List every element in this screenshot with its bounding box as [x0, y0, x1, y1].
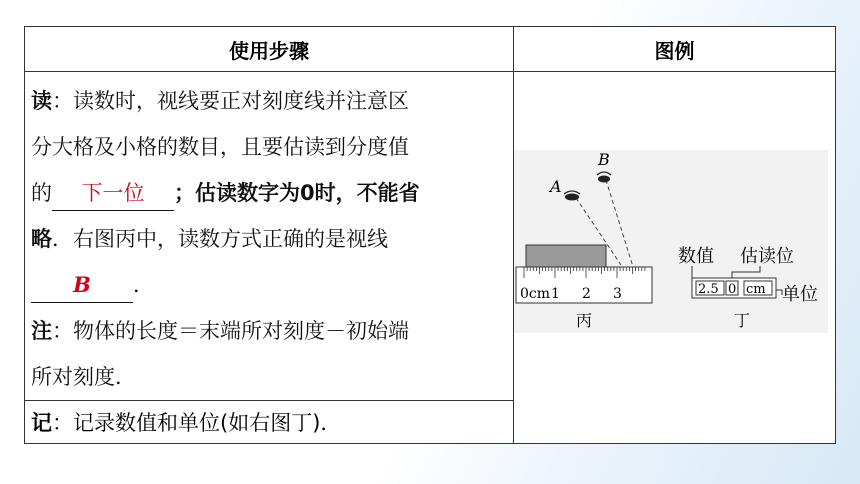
read-line-2: 分大格及小格的数目，且要估读到分度值	[31, 135, 409, 159]
eye-b-label: B	[598, 150, 610, 169]
record-cell: 记：记录数值和单位(如右图丁)．	[25, 401, 514, 444]
figure-svg	[514, 150, 828, 333]
read-line-1: 读：读数时，视线要正对刻度线并注意区	[31, 89, 409, 113]
eye-a-icon	[564, 191, 580, 201]
measured-object	[526, 245, 606, 267]
read-note-cell	[25, 72, 514, 401]
reading-digits: 2.5	[698, 282, 719, 297]
caption-bing: 丙	[576, 311, 593, 330]
label-estimate: 估读位	[740, 246, 794, 267]
header-steps: 使用步骤	[25, 27, 514, 72]
read-label: 读	[31, 89, 52, 113]
reading-unit: cm	[746, 282, 766, 297]
tick-label-3: 3	[613, 286, 622, 302]
answer-blank-2: B	[31, 268, 133, 303]
read-line-3: 的 下一位 ；估读数字为0时，不能省	[31, 170, 505, 216]
read-line-4: 略．右图丙中，读数方式正确的是视线	[31, 227, 388, 251]
tick-label-2: 2	[582, 286, 591, 302]
answer-blank-1: 下一位	[52, 176, 174, 211]
measurement-figure	[514, 150, 828, 333]
read-line-5: B ．	[31, 262, 505, 308]
eye-a-label: A	[550, 177, 562, 196]
label-unit: 单位	[782, 284, 818, 305]
note-label: 注	[31, 319, 52, 343]
note-line-2: 所对刻度．	[31, 365, 136, 389]
caption-ding: 丁	[734, 311, 751, 330]
sight-line-b	[606, 180, 634, 270]
note-line-1: 注：物体的长度＝末端所对刻度－初始端	[31, 319, 409, 343]
leader-value	[692, 266, 718, 278]
header-example: 图例	[514, 27, 836, 72]
tick-label-0: 0cm	[520, 286, 551, 302]
tick-label-1: 1	[551, 286, 560, 302]
record-label: 记	[31, 411, 52, 435]
reading-estimate: 0	[728, 282, 737, 297]
eye-b-icon	[597, 172, 611, 183]
label-value: 数值	[678, 246, 714, 267]
